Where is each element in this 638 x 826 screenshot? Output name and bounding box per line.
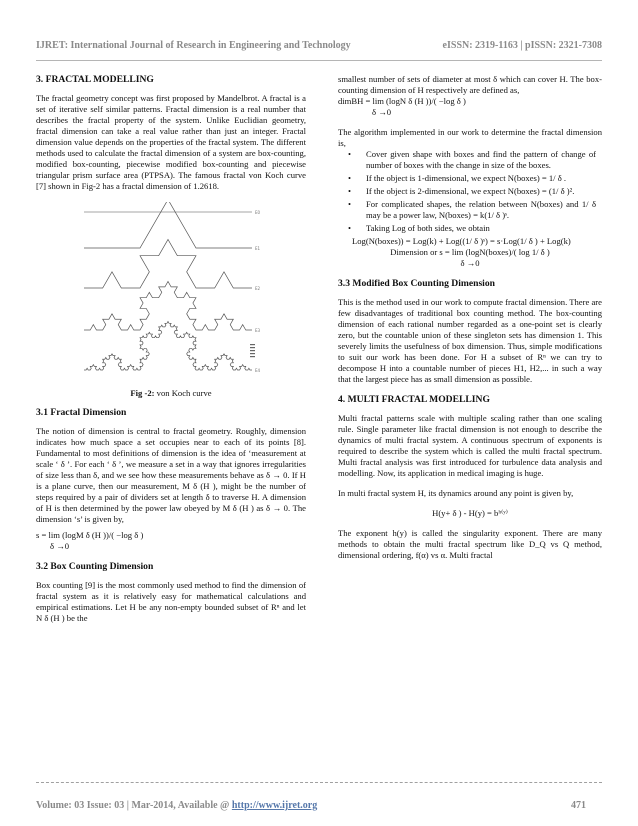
koch-iteration-label-2: E2 [255,286,261,291]
section-3-2-paragraph: Box counting [9] is the most commonly used method to find the dimension of fractal system as it is relatively easy for mathematical calculations and empirical estimations. Let H be any non-empty bounded subset of Rⁿ and let N δ (H ) be the [36,580,306,623]
koch-iteration-2 [84,240,252,289]
section-3-paragraph: The fractal geometry concept was first proposed by Mandelbrot. A fractal is a set of iterative self similar patterns. Fractal dimension is a real number that describes the fractal property of the system. Unlike Euclidian geometry, fractal dimension can take a real value rather than just an integer. Fractal dimension value depends on the properties of the fractal system. The different methods used to calculate the fractal dimension of a system are box-counting, modified box-counting, piecewise modified box-counting and piecewise triangular prism surface area (PTPSA). The famous fractal von Koch curve [7] shown in Fig-2 has a fractal dimension of 1.2618. [36,93,306,191]
koch-iteration-label-3: E3 [255,328,261,333]
koch-iteration-1 [84,202,252,248]
section-3-1-paragraph: The notion of dimension is central to fractal geometry. Roughly, dimension indicates how much space a set occupies near to each of its points [8]. Fundamental to most definitions of dimension is the idea of ‘measurement at scale ‘ δ ’. For each ‘ δ ’, we measure a set in a way that ignores irregularities of size less than δ, and we see how these measurements behave as δ → 0. If H is a plane curve, then our measurement, M δ (H ), might be the number of steps required by a pair of dividers set at length δ to traverse H. A dimension of H is then determined by the power law obeyed by M δ (H ) as δ → 0. The dimension ‘s’ is given by, [36,426,306,524]
issn: eISSN: 2319-1163 | pISSN: 2321-7308 [442,40,602,51]
header-rule [36,60,602,61]
section-3-1-title: 3.1 Fractal Dimension [36,407,127,418]
list-item: • Taking Log of both sides, we obtain [338,223,602,234]
section-4-paragraph-3: The exponent h(y) is called the singularity exponent. There are many methods to obtain the multi fractal spectrum like D_Q vs Q method, dimensional ordering, f(α) vs α. Multi fractal [338,528,602,560]
list-item: • If the object is 1-dimensional, we expect N(boxes) = 1/ δ . [338,173,602,184]
section-4-paragraph-2: In multi fractal system H, its dynamics around any point is given by, [338,488,574,498]
figure-caption-text: von Koch curve [154,388,212,398]
box-counting-paragraph: smallest number of sets of diameter at most δ which can cover H. The box-counting dimension of H respectively are defined as, [338,74,602,95]
section-3-3-paragraph: This is the method used in our work to compute fractal dimension. There are few disadvantages of traditional box counting method. The box-counting dimension of each rational number regarded as a one-point set is clearly zero, but the countable union of these singleton sets has dimension 1. This severely limits the usefulness of box dimension. Thus, simple modifications to suit our work has been done. For H a subset of Rⁿ we can try to decompose H into a countable number of pieces H1, H2,... in such a way that the largest piece has as small dimension as possible. [338,297,602,384]
figure-koch-curve [36,202,306,382]
koch-ellipsis-mark [250,353,255,354]
dimension-s-formula: Dimension or s = lim (logN(boxes)/( log 1/ δ ) [390,247,550,257]
koch-ellipsis-mark [250,356,255,357]
koch-iteration-3 [84,282,252,331]
footer-volume-text: Volume: 03 Issue: 03 | Mar-2014, Available @ [36,800,232,811]
dimension-formula-limit: δ →0 [50,541,70,551]
box-dimension-formula: dimBH = lim (logN δ (H ))/( −log δ ) [338,96,466,106]
dimension-formula: s = lim (logM δ (H ))/( −log δ ) [36,530,144,540]
koch-iteration-4 [84,322,252,371]
koch-iteration-label-0: E0 [255,210,261,215]
section-3-2-title: 3.2 Box Counting Dimension [36,561,154,572]
page-header [36,40,602,54]
section-4-paragraph-1: Multi fractal patterns scale with multiple scaling rather than one scaling rule. Single parameter like fractal dimension is not enough to describe the dynamics of multi fractal system. A continuous spectrum of exponents is required to describe the system which is called the multi fractal spectrum. Multi fractal analysis was first introduced for turbulence data analysis and modelling. Now, its application in medical imaging is huge. [338,413,602,478]
section-3-3-title: 3.3 Modified Box Counting Dimension [338,278,495,289]
koch-iteration-label-4: E4 [255,368,261,373]
list-item: • Cover given shape with boxes and find the pattern of change of number of boxes with the change in size of the boxes. [338,149,602,171]
log-formula: Log(N(boxes)) = Log(k) + Log((1/ δ )ˢ) = s·Log(1/ δ ) + Log(k) [352,236,571,246]
algorithm-steps [338,149,602,234]
journal-name: IJRET: International Journal of Research in Engineering and Technology [36,40,351,51]
list-item: • For complicated shapes, the relation between N(boxes) and 1/ δ may be a power law, N(boxes) = k(1/ δ )ˢ. [338,199,602,221]
page-footer [36,800,602,814]
algorithm-intro: The algorithm implemented in our work to determine the fractal dimension is, [338,127,602,148]
section-4-title: 4. MULTI FRACTAL MODELLING [338,394,490,405]
figure-label: Fig -2: [130,388,155,398]
multifractal-formula: H(y+ δ ) - H(y) = bʰ⁽ʸ⁾ [432,508,508,518]
koch-ellipsis-mark [250,350,255,351]
page-number: 471 [571,800,586,811]
journal-link[interactable]: http://www.ijret.org [231,800,318,811]
box-dimension-formula-limit: δ →0 [372,107,392,117]
koch-ellipsis-mark [250,344,255,345]
list-item: • If the object is 2-dimensional, we expect N(boxes) = (1/ δ )². [338,186,602,197]
dimension-s-formula-limit: δ →0 [460,258,480,268]
right-column [338,74,602,561]
footer-rule [36,782,602,783]
figure-caption [36,388,306,399]
footer-volume [36,800,317,811]
koch-iteration-label-1: E1 [255,246,261,251]
section-3-title: 3. FRACTAL MODELLING [36,74,154,85]
left-column [36,74,306,624]
koch-ellipsis-mark [250,347,255,348]
koch-curve-diagram [76,202,266,380]
